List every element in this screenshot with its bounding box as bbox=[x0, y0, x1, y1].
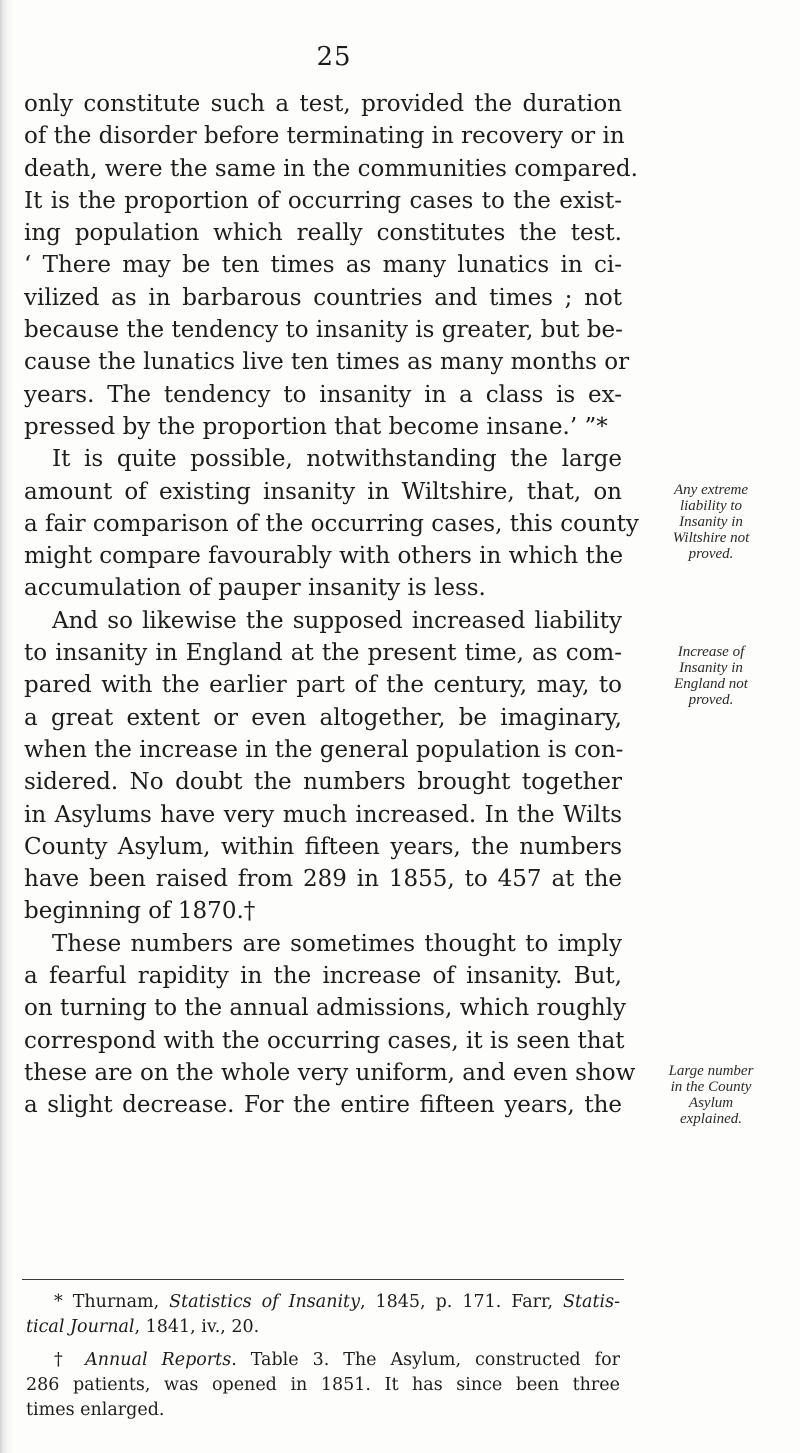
page-binding-edge bbox=[0, 0, 14, 1453]
text-line: death, were the same in the communities compared. bbox=[24, 155, 638, 182]
text-line: only constitute such a test, provided the duration bbox=[24, 91, 622, 117]
footnote-text: , 1845, p. 171. Farr, bbox=[359, 1292, 564, 1312]
footnote-citation-title: Annual Reports bbox=[85, 1350, 232, 1370]
sidenote-line: Any extreme bbox=[674, 482, 748, 498]
sidenote-line: explained. bbox=[679, 1111, 743, 1127]
text-line: amount of existing insanity in Wiltshire, that, on bbox=[24, 478, 622, 505]
text-line: when the increase in the general population is con- bbox=[24, 736, 624, 763]
sidenote-wiltshire bbox=[636, 482, 786, 562]
footnote-citation-title: Statistics of Insanity bbox=[169, 1292, 360, 1312]
text-line: correspond with the occurring cases, it is seen that bbox=[24, 1027, 625, 1054]
footnote-citation-title: tical Journal bbox=[26, 1317, 135, 1337]
footnote-reports-line: 286 patients, was opened in 1851. It has since been three bbox=[26, 1375, 620, 1395]
sidenote-england bbox=[636, 644, 786, 708]
text-line: pared with the earlier part of the century, may, to bbox=[24, 672, 622, 699]
text-line: And so likewise the supposed increased liability bbox=[52, 607, 622, 634]
footnote-reports-line bbox=[26, 1348, 620, 1373]
sidenote-line: Asylum bbox=[688, 1095, 734, 1111]
text-line: a great extent or even altogether, be imaginary, bbox=[24, 704, 622, 731]
text-line: in Asylums have very much increased. In the Wilts bbox=[24, 801, 622, 828]
text-line: accumulation of pauper insanity is less. bbox=[24, 575, 486, 602]
footnote-thurnam-line bbox=[26, 1290, 620, 1315]
text-line: on turning to the annual admissions, which roughly bbox=[24, 995, 626, 1022]
main-text bbox=[24, 88, 639, 1122]
sidenote-line: Increase of bbox=[677, 644, 745, 660]
text-line: vilized as in barbarous countries and times ; not bbox=[24, 284, 622, 311]
text-line: It is the proportion of occurring cases to the exist- bbox=[24, 187, 622, 214]
sidenote-line: Insanity in bbox=[679, 660, 743, 676]
footnote-text: , 1841, iv., 20. bbox=[134, 1317, 260, 1337]
sidenote-line: Wiltshire not bbox=[672, 530, 750, 546]
text-line: It is quite possible, notwithstanding the large bbox=[52, 446, 622, 473]
text-line: ing population which really constitutes the test. bbox=[24, 220, 622, 247]
text-line: a slight decrease. For the entire fifteen years, the bbox=[24, 1092, 622, 1119]
sidenote-line: proved. bbox=[688, 546, 734, 562]
footnote-text: * Thurnam, bbox=[54, 1292, 170, 1312]
text-line: ‘ There may be ten times as many lunatics in ci- bbox=[24, 252, 622, 279]
footnote-reports-line: times enlarged. bbox=[26, 1400, 165, 1420]
text-line: a fair comparison of the occurring cases, this county bbox=[24, 510, 639, 537]
text-line: a fearful rapidity in the increase of insanity. But, bbox=[24, 963, 622, 990]
footnote-text: . Table 3. The Asylum, constructed for bbox=[231, 1350, 620, 1370]
text-line: to insanity in England at the present time, as com- bbox=[24, 640, 622, 667]
text-line: pressed by the proportion that become insane.’ ”* bbox=[24, 413, 608, 440]
footnote-text: † bbox=[54, 1350, 86, 1370]
sidenote-line: England not bbox=[674, 676, 748, 692]
text-line: years. The tendency to insanity in a class is ex- bbox=[24, 381, 622, 408]
text-line: County Asylum, within fifteen years, the numbers bbox=[24, 833, 622, 860]
text-line: sidered. No doubt the numbers brought together bbox=[24, 769, 622, 796]
text-line: these are on the whole very uniform, and even show bbox=[24, 1059, 636, 1086]
text-line: might compare favourably with others in which the bbox=[24, 543, 624, 570]
sidenote-line: liability to bbox=[679, 498, 743, 514]
text-line: because the tendency to insanity is greater, but be- bbox=[24, 317, 623, 344]
footnotes bbox=[26, 1290, 620, 1423]
text-line: cause the lunatics live ten times as many months or bbox=[24, 349, 630, 376]
text-line: beginning of 1870.† bbox=[24, 898, 256, 925]
text-line: These numbers are sometimes thought to imply bbox=[52, 930, 622, 957]
sidenote-line: Insanity in bbox=[679, 514, 743, 530]
footnote-divider bbox=[22, 1279, 624, 1280]
sidenote-asylum bbox=[636, 1063, 786, 1127]
text-line: have been raised from 289 in 1855, to 457 at the bbox=[24, 866, 622, 893]
sidenote-line: in the County bbox=[670, 1079, 752, 1095]
footnote-thurnam-line bbox=[26, 1315, 620, 1340]
footnote-citation-title: Statis- bbox=[563, 1292, 620, 1312]
sidenote-line: Large number bbox=[668, 1063, 754, 1079]
page-number: 25 bbox=[316, 42, 352, 72]
sidenote-line: proved. bbox=[688, 692, 734, 708]
text-line: of the disorder before terminating in recovery or in bbox=[24, 123, 625, 150]
